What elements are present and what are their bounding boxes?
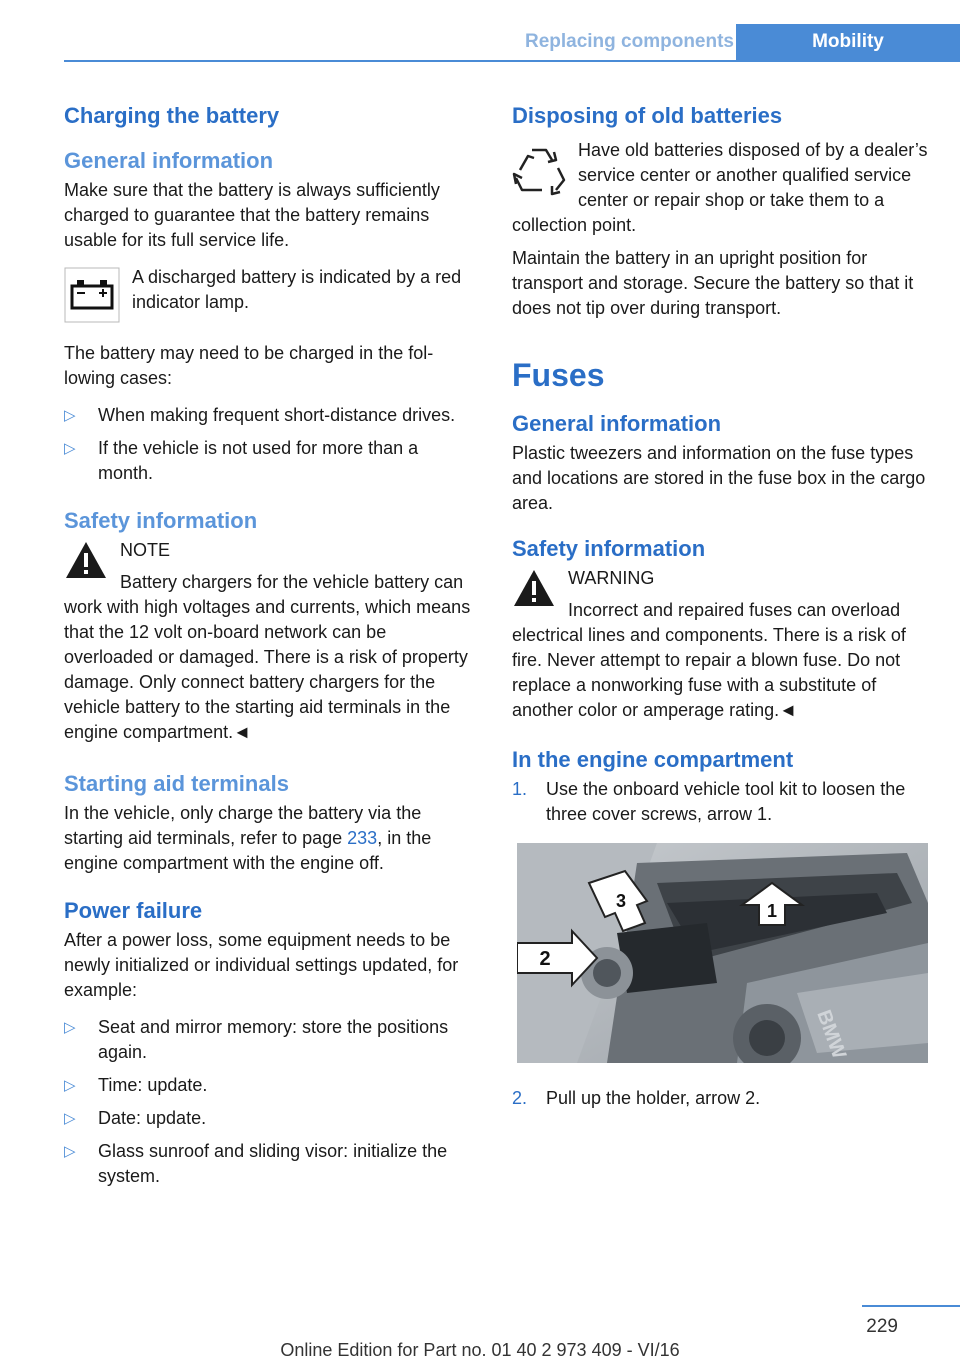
right-column	[512, 100, 932, 1123]
list-item: ▷ Glass sunroof and sliding visor: initialize the system.	[64, 1141, 448, 1186]
list-item: ▷ Seat and mirror memory: store the positions again.	[64, 1017, 449, 1062]
edition-line: Online Edition for Part no. 01 40 2 973 409 - VI/16	[280, 1340, 680, 1360]
battery-note-text: A discharged battery is indicated by a red indicator lamp.	[132, 267, 462, 312]
general-info-text: Make sure that the battery is always sufficiently charged to guarantee that the battery remains usable for its full service life.	[64, 180, 440, 250]
disposing-heading: Disposing of old batteries	[512, 103, 783, 128]
steps-list-continued	[512, 1086, 932, 1111]
warning-text: Incorrect and repaired fuses can overload electrical lines and components. There is a risk of fire. Never attempt to repair a blown fuse. Do not replace a nonworking fuse with a substitute of another color or amperage rating.◄	[512, 600, 906, 720]
warning-icon	[64, 540, 108, 580]
general-info-heading: General information	[64, 148, 274, 173]
cases-intro: The battery may need to be charged in the following cases:	[64, 343, 434, 388]
transport-text: Maintain the battery in an upright position for transport and storage. Secure the battery so that it does not tip over during transport.	[512, 248, 914, 318]
power-list	[64, 1015, 476, 1189]
fuses-title: Fuses	[512, 357, 605, 393]
warning-block	[512, 566, 932, 723]
note-text: Battery chargers for the vehicle battery can work with high voltages and currents, which means that the 12 volt on-board network can be overloaded or damaged. There is a risk of property damage. Only connect battery chargers for the vehicle battery to the starting aid terminals in the engine compartment.◄	[64, 572, 471, 742]
fuses-general-text: Plastic tweezers and information on the fuse types and locations are stored in the fuse box in the cargo area.	[512, 443, 926, 513]
power-failure-text: After a power loss, some equipment needs to be newly initialized or individual settings updated, for example:	[64, 930, 459, 1000]
warning-icon	[512, 568, 556, 608]
header-section: Replacing components	[524, 31, 734, 52]
battery-note	[64, 265, 476, 329]
starting-aid-text: In the vehicle, only charge the battery via the starting aid terminals, refer to page 233, in the engine compartment with the engine off.	[64, 803, 432, 873]
charging-title: Charging the battery	[64, 103, 280, 128]
page-header	[64, 24, 960, 62]
power-failure-heading: Power failure	[64, 898, 203, 923]
engine-compartment-photo	[517, 843, 928, 1063]
recycle-icon	[512, 144, 566, 196]
list-item: ▷ When making frequent short-distance drives.	[64, 405, 456, 425]
battery-icon	[64, 267, 120, 323]
fuses-general-heading: General information	[512, 411, 722, 436]
cases-list	[64, 403, 476, 486]
warning-label: WARNING	[568, 568, 655, 588]
photo-logo: BMW	[812, 1007, 851, 1062]
list-item: 1. Use the onboard vehicle tool kit to loosen the three cover screws, arrow 1.	[512, 779, 906, 824]
note-block	[64, 538, 476, 745]
page-number: 229	[866, 1316, 898, 1337]
engine-compartment-heading: In the engine compartment	[512, 747, 794, 772]
disposing-text: Have old batteries disposed of by a dealer’s service center or another qualified service center or repair shop or take them to a collection point.	[512, 140, 928, 235]
list-item: 2. Pull up the holder, arrow 2.	[512, 1088, 761, 1108]
disposing-note	[512, 138, 932, 238]
list-item: ▷ Date: update.	[64, 1108, 207, 1128]
footer-rule	[862, 1305, 960, 1307]
left-column	[64, 100, 476, 1201]
page-link[interactable]: 233	[347, 828, 378, 848]
list-item: ▷ Time: update.	[64, 1075, 208, 1095]
header-chapter: Mobility	[736, 24, 960, 60]
starting-aid-heading: Starting aid terminals	[64, 771, 289, 796]
svg-text:3: 3	[615, 891, 627, 911]
fuses-safety-heading: Safety information	[512, 536, 706, 561]
note-label: NOTE	[120, 540, 171, 560]
svg-text:1: 1	[766, 901, 778, 921]
svg-text:2: 2	[539, 948, 551, 970]
safety-info-heading: Safety information	[64, 508, 258, 533]
list-item: ▷ If the vehicle is not used for more than a month.	[64, 438, 419, 483]
steps-list	[512, 777, 932, 827]
